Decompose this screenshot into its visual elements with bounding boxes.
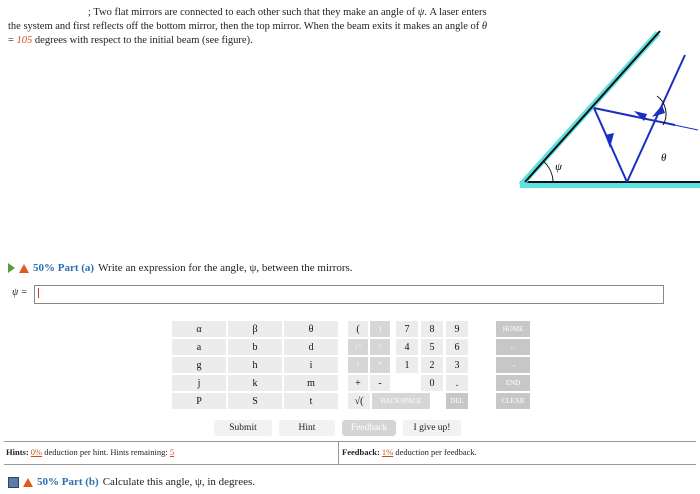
key-symbol-1-2[interactable]: d (284, 339, 338, 355)
key-symbol-2-2[interactable]: i (284, 357, 338, 373)
theta-value: 105 (16, 35, 33, 46)
equals-sign: = (8, 35, 17, 46)
key-op-1-1[interactable]: ^ (370, 339, 390, 355)
problem-text-3: degrees with respect to the initial beam (see figure). (34, 35, 253, 46)
answer-label: ψ = (12, 287, 28, 298)
key-digit-1-3[interactable]: ← (496, 339, 530, 355)
warning-icon (23, 478, 33, 487)
part-b-percent: 50% Part (b) (37, 476, 99, 488)
reflected-arrow (605, 133, 614, 148)
hints-bar (4, 441, 696, 465)
key-symbol-0-2[interactable]: θ (284, 321, 338, 337)
key-op-2-1[interactable]: * (370, 357, 390, 373)
key-op-3-0[interactable]: + (348, 375, 368, 391)
part-a-prompt: Write an expression for the angle, ψ, between the mirrors. (98, 262, 353, 274)
expand-triangle-icon[interactable] (8, 263, 15, 273)
key-symbol-3-2[interactable]: m (284, 375, 338, 391)
key-symbol-2-1[interactable]: h (228, 357, 282, 373)
hint-deduction-pct: 0% (30, 447, 43, 457)
key-digit-2-3[interactable]: → (496, 357, 530, 373)
key-digit-3-3[interactable]: END (496, 375, 530, 391)
theta-symbol: θ (481, 21, 488, 32)
feedback-info (342, 447, 477, 457)
psi-symbol: ψ (417, 7, 425, 18)
answer-input[interactable] (34, 285, 664, 304)
hints-info (6, 447, 174, 457)
problem-statement (8, 6, 488, 48)
top-mirror-line (525, 31, 660, 182)
psi-label: ψ (555, 161, 562, 173)
text-caret (38, 288, 39, 298)
problem-text-2: . A laser enters the system and first reflects off the bottom mirror, then the top mirror. When the beam exits it makes an angle of (8, 7, 487, 32)
key-op-0-0[interactable]: ( (348, 321, 368, 337)
key-digit-3-1[interactable]: 0 (421, 375, 443, 391)
key-symbol-1-0[interactable]: a (172, 339, 226, 355)
key-digit-2-2[interactable]: 3 (446, 357, 468, 373)
key-digit-4-2[interactable]: DEL (446, 393, 468, 409)
part-b-prompt: Calculate this angle, ψ, in degrees. (102, 476, 255, 488)
feedback-button[interactable]: Feedback (342, 420, 396, 436)
key-symbol-4-2[interactable]: t (284, 393, 338, 409)
key-digit-4-3[interactable]: CLEAR (496, 393, 530, 409)
key-symbol-1-1[interactable]: b (228, 339, 282, 355)
key-symbol-3-0[interactable]: j (172, 375, 226, 391)
hints-text: deduction per hint. Hints remaining: (44, 447, 168, 457)
key-symbol-4-1[interactable]: S (228, 393, 282, 409)
feedback-deduction-pct: 1% (381, 447, 394, 457)
key-digit-3-2[interactable]: . (446, 375, 468, 391)
theta-label: θ (661, 152, 667, 164)
psi-arc (543, 161, 553, 182)
key-backspace[interactable]: BACKSPACE (372, 393, 430, 409)
collapse-box-icon[interactable] (8, 477, 19, 488)
key-digit-1-0[interactable]: 4 (396, 339, 418, 355)
key-symbol-3-1[interactable]: k (228, 375, 282, 391)
hints-label: Hints: (6, 447, 29, 457)
key-digit-0-2[interactable]: 9 (446, 321, 468, 337)
incoming-beam (627, 55, 685, 182)
feedback-text: deduction per feedback. (395, 447, 477, 457)
hints-divider (338, 442, 339, 464)
warning-icon (19, 264, 29, 273)
submit-button[interactable]: Submit (214, 420, 272, 436)
part-a-percent: 50% Part (a) (33, 262, 95, 274)
feedback-label: Feedback: (342, 447, 380, 457)
part-b-header[interactable] (8, 476, 255, 488)
key-symbol-0-0[interactable]: α (172, 321, 226, 337)
key-symbol-4-0[interactable]: P (172, 393, 226, 409)
part-a-header[interactable] (8, 262, 353, 274)
give-up-button[interactable]: I give up! (403, 420, 461, 436)
key-op-3-1[interactable]: - (370, 375, 390, 391)
key-digit-2-1[interactable]: 2 (421, 357, 443, 373)
problem-text-1: Two flat mirrors are connected to each other such that they make an angle of (93, 7, 416, 18)
key-symbol-2-0[interactable]: g (172, 357, 226, 373)
key-digit-1-2[interactable]: 6 (446, 339, 468, 355)
exit-extension (594, 108, 698, 130)
key-digit-0-0[interactable]: 7 (396, 321, 418, 337)
key-op-2-0[interactable]: / (348, 357, 368, 373)
key-digit-2-0[interactable]: 1 (396, 357, 418, 373)
key-symbol-0-1[interactable]: β (228, 321, 282, 337)
hints-remaining: 5 (169, 447, 175, 457)
key-digit-0-1[interactable]: 8 (421, 321, 443, 337)
key-digit-0-3[interactable]: HOME (496, 321, 530, 337)
key-digit-1-1[interactable]: 5 (421, 339, 443, 355)
hint-button[interactable]: Hint (279, 420, 335, 436)
key-op-1-0[interactable]: ↑^ (348, 339, 368, 355)
key-op-0-1[interactable]: ) (370, 321, 390, 337)
key-sqrt[interactable]: √( (348, 393, 370, 409)
mirror-figure (515, 25, 700, 195)
problem-marker: ; (88, 7, 91, 18)
